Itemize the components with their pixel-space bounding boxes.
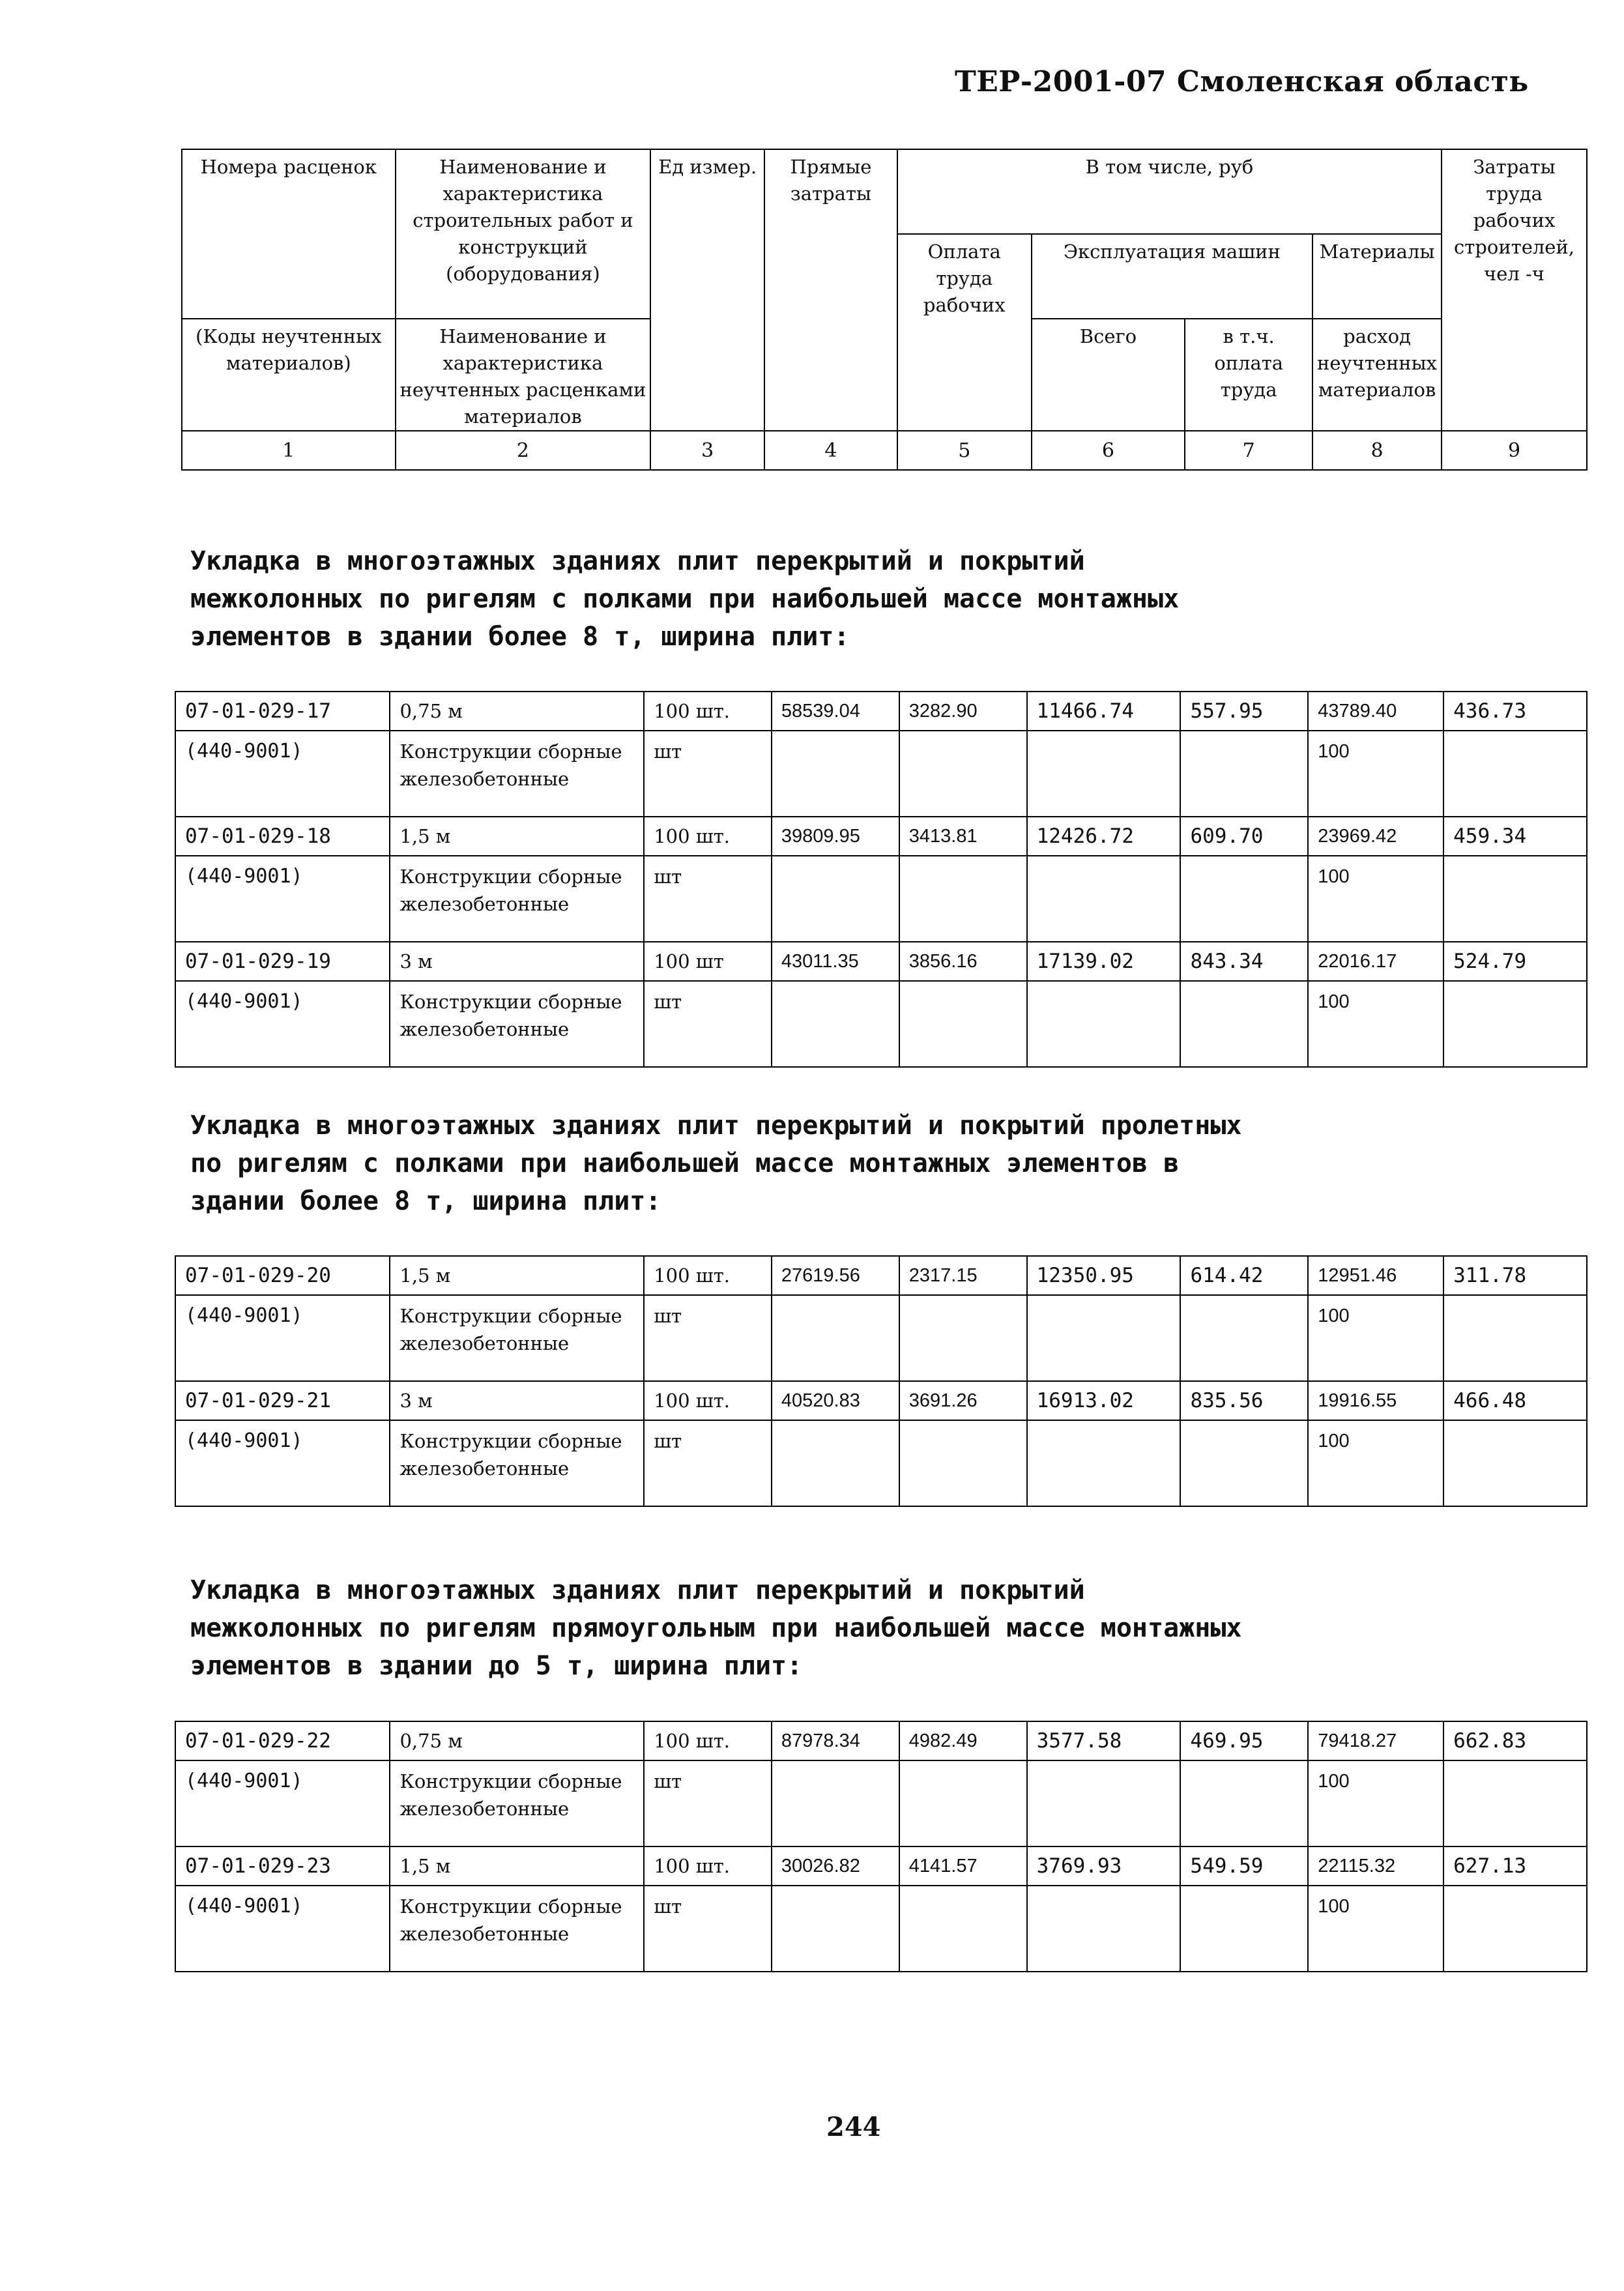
material-unit: шт (644, 981, 772, 1067)
material-name: Конструкции сборные железобетонные (390, 1886, 644, 1972)
page-header-title: ТЕР-2001-07 Смоленская область (955, 65, 1529, 98)
materials-value: 12951.46 (1308, 1256, 1443, 1295)
labor-hours-value: 662.83 (1443, 1721, 1587, 1760)
rate-row (175, 1721, 1587, 1760)
machines-total-value: 12350.95 (1027, 1256, 1181, 1295)
labor-hours-value: 466.48 (1443, 1381, 1587, 1420)
section-title-line: Укладка в многоэтажных зданиях плит перекрытий и покрытий (190, 546, 1085, 576)
materials-value: 23969.42 (1308, 817, 1443, 856)
unit-cell: 100 шт. (644, 1721, 772, 1760)
machines-total-value: 12426.72 (1027, 817, 1181, 856)
empty-cell (1027, 981, 1181, 1067)
col-number: 5 (897, 431, 1032, 470)
worker-pay-value: 3691.26 (899, 1381, 1027, 1420)
empty-cell (1180, 856, 1308, 942)
unit-cell: 100 шт (644, 942, 772, 981)
header-worker-pay: Оплата труда рабочих (897, 234, 1032, 431)
empty-cell (1027, 1760, 1181, 1846)
material-quantity: 100 (1308, 981, 1443, 1067)
material-code: (440-9001) (175, 1420, 390, 1506)
direct-costs-value: 30026.82 (772, 1846, 899, 1886)
materials-value: 19916.55 (1308, 1381, 1443, 1420)
empty-cell (1027, 1886, 1181, 1972)
machines-total-value: 3769.93 (1027, 1846, 1181, 1886)
unit-cell: 100 шт. (644, 1381, 772, 1420)
machines-total-value: 11466.74 (1027, 692, 1181, 731)
header-labor-hours: Затраты труда рабочих строителей, чел -ч (1442, 149, 1587, 431)
material-row (175, 731, 1587, 817)
material-unit: шт (644, 1886, 772, 1972)
material-quantity: 100 (1308, 731, 1443, 817)
material-unit: шт (644, 856, 772, 942)
empty-cell (772, 856, 899, 942)
rates-table (175, 1721, 1588, 1972)
machines-labor-value: 469.95 (1180, 1721, 1308, 1760)
col-number: 1 (182, 431, 396, 470)
rate-row (175, 692, 1587, 731)
labor-hours-value: 436.73 (1443, 692, 1587, 731)
header-materials: Материалы (1312, 234, 1442, 319)
section-title-line: Укладка в многоэтажных зданиях плит перекрытий и покрытий (190, 1575, 1085, 1605)
material-unit: шт (644, 1760, 772, 1846)
empty-cell (1180, 1420, 1308, 1506)
rate-row (175, 1381, 1587, 1420)
worker-pay-value: 3856.16 (899, 942, 1027, 981)
rate-row (175, 942, 1587, 981)
section-title-line: здании более 8 т, ширина плит: (190, 1186, 661, 1216)
labor-hours-value: 459.34 (1443, 817, 1587, 856)
material-code: (440-9001) (175, 856, 390, 942)
rate-code: 07-01-029-18 (175, 817, 390, 856)
empty-cell (1027, 856, 1181, 942)
empty-cell (772, 1420, 899, 1506)
material-name: Конструкции сборные железобетонные (390, 981, 644, 1067)
machines-labor-value: 609.70 (1180, 817, 1308, 856)
empty-cell (899, 1420, 1027, 1506)
empty-cell (899, 1760, 1027, 1846)
empty-cell (1180, 1886, 1308, 1972)
col-number: 2 (396, 431, 651, 470)
work-size: 3 м (390, 942, 644, 981)
unit-cell: 100 шт. (644, 1846, 772, 1886)
worker-pay-value: 3282.90 (899, 692, 1027, 731)
header-machines-total: Всего (1032, 319, 1185, 431)
machines-total-value: 17139.02 (1027, 942, 1181, 981)
machines-labor-value: 549.59 (1180, 1846, 1308, 1886)
unit-cell: 100 шт. (644, 1256, 772, 1295)
header-rate-numbers: Номера расценок (182, 149, 396, 319)
work-size: 3 м (390, 1381, 644, 1420)
material-row (175, 856, 1587, 942)
material-quantity: 100 (1308, 1295, 1443, 1381)
unit-cell: 100 шт. (644, 817, 772, 856)
material-code: (440-9001) (175, 1886, 390, 1972)
empty-cell (772, 731, 899, 817)
material-row (175, 1420, 1587, 1506)
labor-hours-value: 311.78 (1443, 1256, 1587, 1295)
empty-cell (1027, 1420, 1181, 1506)
section-title-line: Укладка в многоэтажных зданиях плит перекрытий и покрытий пролетных (190, 1111, 1242, 1141)
direct-costs-value: 43011.35 (772, 942, 899, 981)
material-row (175, 1886, 1587, 1972)
material-quantity: 100 (1308, 1420, 1443, 1506)
machines-total-value: 16913.02 (1027, 1381, 1181, 1420)
machines-labor-value: 843.34 (1180, 942, 1308, 981)
material-unit: шт (644, 731, 772, 817)
empty-cell (899, 981, 1027, 1067)
header-unaccounted-names: Наименование и характеристика неучтенных расценками материалов (396, 319, 651, 431)
section-title-line: элементов в здании более 8 т, ширина плит: (190, 622, 850, 652)
empty-cell (1180, 731, 1308, 817)
material-name: Конструкции сборные железобетонные (390, 1760, 644, 1846)
material-unit: шт (644, 1295, 772, 1381)
empty-cell (772, 1295, 899, 1381)
materials-value: 22016.17 (1308, 942, 1443, 981)
rate-row (175, 1846, 1587, 1886)
rate-code: 07-01-029-21 (175, 1381, 390, 1420)
material-row (175, 981, 1587, 1067)
material-name: Конструкции сборные железобетонные (390, 1420, 644, 1506)
material-row (175, 1295, 1587, 1381)
empty-cell (1443, 981, 1587, 1067)
col-number: 9 (1442, 431, 1587, 470)
rate-row (175, 1256, 1587, 1295)
empty-cell (772, 1760, 899, 1846)
machines-labor-value: 835.56 (1180, 1381, 1308, 1420)
section-title-line: межколонных по ригелям с полками при наибольшей массе монтажных (190, 584, 1180, 614)
col-number: 4 (764, 431, 897, 470)
header-work-name: Наименование и характеристика строительных работ и конструкций (оборудования) (396, 149, 651, 319)
materials-value: 22115.32 (1308, 1846, 1443, 1886)
section-title (190, 1571, 1578, 1685)
work-size: 0,75 м (390, 692, 644, 731)
material-row (175, 1760, 1587, 1846)
work-size: 1,5 м (390, 1846, 644, 1886)
material-code: (440-9001) (175, 981, 390, 1067)
material-name: Конструкции сборные железобетонные (390, 1295, 644, 1381)
empty-cell (1443, 1420, 1587, 1506)
section-title-line: элементов в здании до 5 т, ширина плит: (190, 1651, 803, 1681)
direct-costs-value: 39809.95 (772, 817, 899, 856)
empty-cell (899, 1886, 1027, 1972)
rates-table (175, 691, 1588, 1068)
materials-value: 43789.40 (1308, 692, 1443, 731)
work-size: 0,75 м (390, 1721, 644, 1760)
page-number: 244 (826, 2112, 881, 2142)
material-code: (440-9001) (175, 1295, 390, 1381)
direct-costs-value: 27619.56 (772, 1256, 899, 1295)
header-machines-group: Эксплуатация машин (1032, 234, 1312, 319)
empty-cell (1443, 856, 1587, 942)
rates-table (175, 1255, 1588, 1507)
empty-cell (1027, 1295, 1181, 1381)
section-title-line: межколонных по ригелям прямоугольным при наибольшей массе монтажных (190, 1613, 1242, 1643)
material-quantity: 100 (1308, 1760, 1443, 1846)
worker-pay-value: 2317.15 (899, 1256, 1027, 1295)
rate-code: 07-01-029-20 (175, 1256, 390, 1295)
machines-labor-value: 557.95 (1180, 692, 1308, 731)
section-title (190, 542, 1578, 656)
section-title (190, 1107, 1578, 1220)
header-unaccounted-codes: (Коды неучтенных материалов) (182, 319, 396, 431)
work-size: 1,5 м (390, 817, 644, 856)
empty-cell (1443, 1886, 1587, 1972)
direct-costs-value: 40520.83 (772, 1381, 899, 1420)
worker-pay-value: 4141.57 (899, 1846, 1027, 1886)
materials-value: 79418.27 (1308, 1721, 1443, 1760)
empty-cell (1180, 1760, 1308, 1846)
rate-code: 07-01-029-17 (175, 692, 390, 731)
empty-cell (1180, 1295, 1308, 1381)
material-code: (440-9001) (175, 1760, 390, 1846)
empty-cell (899, 856, 1027, 942)
header-unit: Ед измер. (650, 149, 764, 431)
header-machines-labor: в т.ч. оплата труда (1185, 319, 1312, 431)
empty-cell (1443, 1295, 1587, 1381)
empty-cell (899, 731, 1027, 817)
rate-row (175, 817, 1587, 856)
empty-cell (1443, 1760, 1587, 1846)
rate-code: 07-01-029-23 (175, 1846, 390, 1886)
empty-cell (1443, 731, 1587, 817)
direct-costs-value: 58539.04 (772, 692, 899, 731)
header-unaccounted-materials: расход неучтенных материалов (1312, 319, 1442, 431)
material-name: Конструкции сборные железобетонные (390, 856, 644, 942)
rate-code: 07-01-029-19 (175, 942, 390, 981)
machines-total-value: 3577.58 (1027, 1721, 1181, 1760)
col-number: 8 (1312, 431, 1442, 470)
labor-hours-value: 627.13 (1443, 1846, 1587, 1886)
material-name: Конструкции сборные железобетонные (390, 731, 644, 817)
section-title-line: по ригелям с полками при наибольшей массе монтажных элементов в (190, 1148, 1180, 1178)
empty-cell (899, 1295, 1027, 1381)
header-including-group: В том числе, руб (897, 149, 1442, 234)
empty-cell (772, 1886, 899, 1972)
header-direct-costs: Прямые затраты (764, 149, 897, 431)
col-number: 6 (1032, 431, 1185, 470)
column-header-table (181, 149, 1588, 471)
material-quantity: 100 (1308, 1886, 1443, 1972)
worker-pay-value: 4982.49 (899, 1721, 1027, 1760)
col-number: 7 (1185, 431, 1312, 470)
work-size: 1,5 м (390, 1256, 644, 1295)
empty-cell (1027, 731, 1181, 817)
labor-hours-value: 524.79 (1443, 942, 1587, 981)
material-unit: шт (644, 1420, 772, 1506)
rate-code: 07-01-029-22 (175, 1721, 390, 1760)
empty-cell (772, 981, 899, 1067)
worker-pay-value: 3413.81 (899, 817, 1027, 856)
col-number: 3 (650, 431, 764, 470)
direct-costs-value: 87978.34 (772, 1721, 899, 1760)
material-code: (440-9001) (175, 731, 390, 817)
material-quantity: 100 (1308, 856, 1443, 942)
empty-cell (1180, 981, 1308, 1067)
machines-labor-value: 614.42 (1180, 1256, 1308, 1295)
unit-cell: 100 шт. (644, 692, 772, 731)
